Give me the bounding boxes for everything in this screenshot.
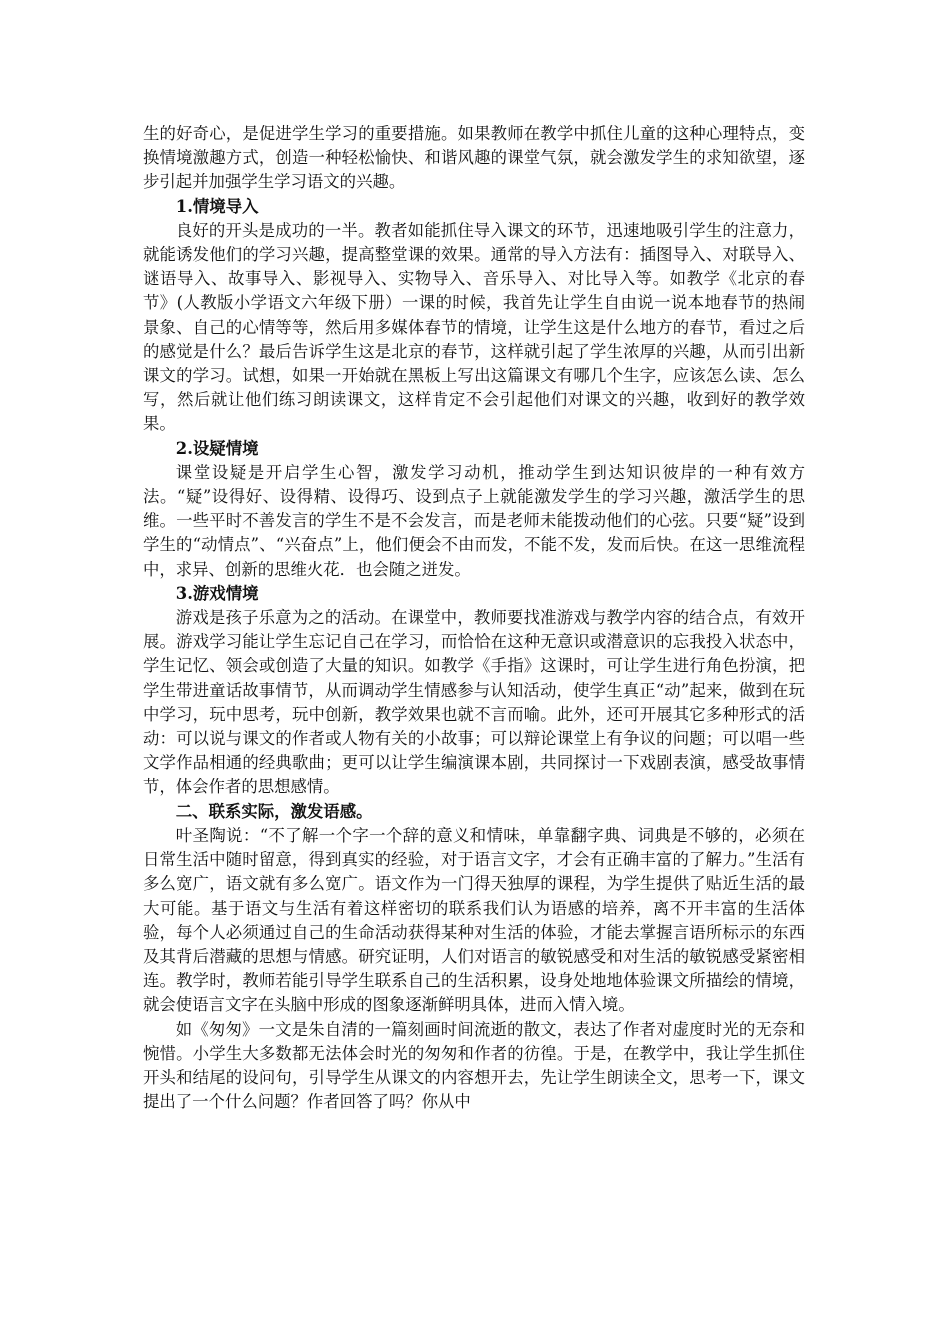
paragraph-congcong-example: 如《匆匆》一文是朱自清的一篇刻画时间流逝的散文，表达了作者对虚度时光的无奈和惋惜。小学生大多数都无法体会时光的匆匆和作者的彷徨。于是，在教学中，我让学生抓住开头和结尾的设问句，引导学生从课文的内容想开去，先让学生朗读全文，思考一下，课文提出了一个什么问题？作者回答了吗？你从中 (143, 1019, 805, 1112)
paragraph-situation-intro: 良好的开头是成功的一半。教者如能抓住导入课文的环节，迅速地吸引学生的注意力，就能诱发他们的学习兴趣，提高整堂课的效果。通常的导入方法有：插图导入、对联导入、谜语导入、故事导入、影视导入、实物导入、音乐导入、对比导入等。如教学《北京的春节》(人教版小学语文六年级下册）一课的时候，我首先让学生自由说一说本地春节的热闹景象、自己的心情等等，然后用多媒体春节的情境，让学生这是什么地方的春节，看过之后的感觉是什么？最后告诉学生这是北京的春节，这样就引起了学生浓厚的兴趣，从而引出新课文的学习。试想，如果一开始就在黑板上写出这篇课文有哪几个生字，应该怎么读、怎么写，然后就让他们练习朗读课文，这样肯定不会引起他们对课文的兴趣，收到好的教学效果。 (143, 220, 805, 434)
paragraph-intro: 生的好奇心，是促进学生学习的重要措施。如果教师在教学中抓住儿童的这种心理特点，变换情境激趣方式，创造一种轻松愉快、和谐风趣的课堂气氛，就会激发学生的求知欲望，逐步引起并加强学生学习语文的兴趣。 (143, 124, 805, 192)
section-heading-situation-intro: 1.情境导入 (175, 196, 259, 216)
paragraph-questioning: 课堂设疑是开启学生心智，激发学习动机，推动学生到达知识彼岸的一种有效方法。“疑”设得好、设得精、设得巧、设到点子上就能激发学生的学习兴趣，激活学生的思维。一些平时不善发言的学生不是不会发言，而是老师未能拨动他们的心弦。只要“疑”设到学生的“动情点”、“兴奋点”上，他们便会不由而发，不能不发，发而后快。在这一思维流程中，求异、创新的思维火花．也会随之迸发。 (143, 462, 805, 579)
paragraph-game: 游戏是孩子乐意为之的活动。在课堂中，教师要找准游戏与教学内容的结合点，有效开展。游戏学习能让学生忘记自己在学习，而恰恰在这种无意识或潜意识的忘我投入状态中，学生记忆、领会或创造了大量的知识。如教学《手指》这课时，可让学生进行角色扮演，把学生带进童话故事情节，从而调动学生情感参与认知活动，使学生真正“动”起来，做到在玩中学习，玩中思考，玩中创新，教学效果也就不言而喻。此外，还可开展其它多种形式的活动：可以说与课文的作者或人物有关的小故事；可以辩论课堂上有争议的问题；可以唱一些文学作品相通的经典歌曲；更可以让学生编演课本剧，共同探讨一下戏剧表演，感受故事情节，体会作者的思想感情。 (143, 608, 805, 797)
section-heading-questioning: 2.设疑情境 (175, 438, 259, 458)
document-page (143, 122, 805, 1114)
section-heading-real-life: 二、联系实际，激发语感。 (175, 801, 373, 821)
paragraph-real-life: 叶圣陶说：“不了解一个字一个辞的意义和情味，单靠翻字典、词典是不够的，必须在日常生活中随时留意，得到真实的经验，对于语言文字，才会有正确丰富的了解力。”生活有多么宽广，语文就有多么宽广。语文作为一门得天独厚的课程，为学生提供了贴近生活的最大可能。基于语文与生活有着这样密切的联系我们认为语感的培养，离不开丰富的生活体验，每个人必须通过自己的生命活动获得某种对生活的体验，才能去掌握言语所标示的东西及其背后潜藏的思想与情感。研究证明，人们对语言的敏锐感受和对生活的敏锐感受紧密相连。教学时，教师若能引导学生联系自己的生活积累，设身处地地体验课文所描绘的情境，就会使语言文字在头脑中形成的图象逐渐鲜明具体，进而入情入境。 (143, 825, 805, 1015)
section-heading-game: 3.游戏情境 (175, 583, 259, 603)
